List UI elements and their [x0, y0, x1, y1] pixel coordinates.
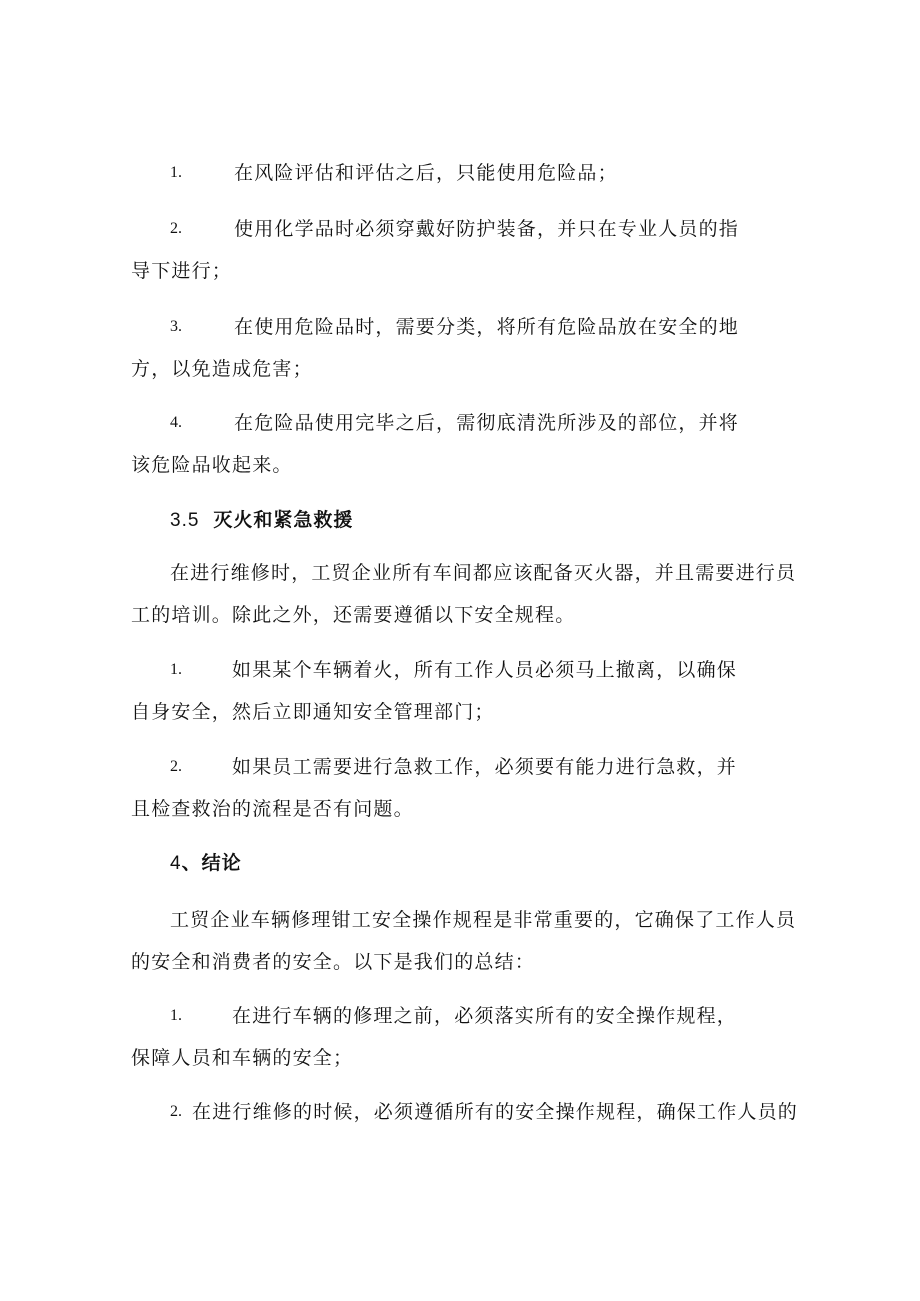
section-heading [170, 507, 353, 534]
list-item-number: 1. [170, 661, 182, 678]
list-item-number: 3. [170, 318, 182, 335]
list-item-text-continued: 导下进行； [131, 260, 233, 282]
paragraph-line: 的安全和消费者的安全。以下是我们的总结： [131, 951, 536, 973]
paragraph-line: 工的培训。除此之外，还需要遵循以下安全规程。 [131, 604, 576, 626]
list-item-text-continued: 保障人员和车辆的安全； [131, 1047, 354, 1069]
list-item-text-continued: 且检查救治的流程是否有问题。 [131, 798, 414, 820]
section-number: 4 [170, 853, 182, 874]
list-item-text: 在使用危险品时，需要分类，将所有危险品放在安全的地 [234, 316, 740, 338]
list-item-number: 2. [170, 1103, 182, 1120]
paragraph-line: 在进行维修时，工贸企业所有车间都应该配备灭火器，并且需要进行员 [170, 562, 797, 584]
list-item-text-continued: 方，以免造成危害； [131, 358, 313, 380]
list-item-number: 2. [170, 220, 182, 237]
list-item-text: 在进行维修的时候，必须遵循所有的安全操作规程，确保工作人员的 [192, 1101, 799, 1123]
list-item-text: 在危险品使用完毕之后，需彻底清洗所涉及的部位，并将 [234, 412, 740, 434]
section-title: 、结论 [181, 852, 242, 874]
list-item-text-continued: 自身安全，然后立即通知安全管理部门； [131, 701, 495, 723]
section-number: 3.5 [170, 510, 200, 531]
list-item-number: 2. [170, 758, 182, 775]
list-item-text: 使用化学品时必须穿戴好防护装备，并只在专业人员的指 [234, 218, 740, 240]
list-item-number: 1. [170, 1007, 182, 1024]
list-item-number: 4. [170, 414, 182, 431]
section-title: 灭火和紧急救援 [213, 509, 354, 531]
list-item-text: 在风险评估和评估之后，只能使用危险品； [234, 162, 618, 184]
list-item-text: 在进行车辆的修理之前，必须落实所有的安全操作规程， [232, 1005, 738, 1027]
list-item-text: 如果员工需要进行急救工作，必须要有能力进行急救，并 [232, 756, 738, 778]
list-item-number: 1. [170, 164, 182, 181]
list-item-text: 如果某个车辆着火，所有工作人员必须马上撤离，以确保 [232, 659, 738, 681]
section-heading [170, 850, 242, 877]
list-item-text-continued: 该危险品收起来。 [131, 454, 293, 476]
paragraph-line: 工贸企业车辆修理钳工安全操作规程是非常重要的，它确保了工作人员 [170, 909, 797, 931]
